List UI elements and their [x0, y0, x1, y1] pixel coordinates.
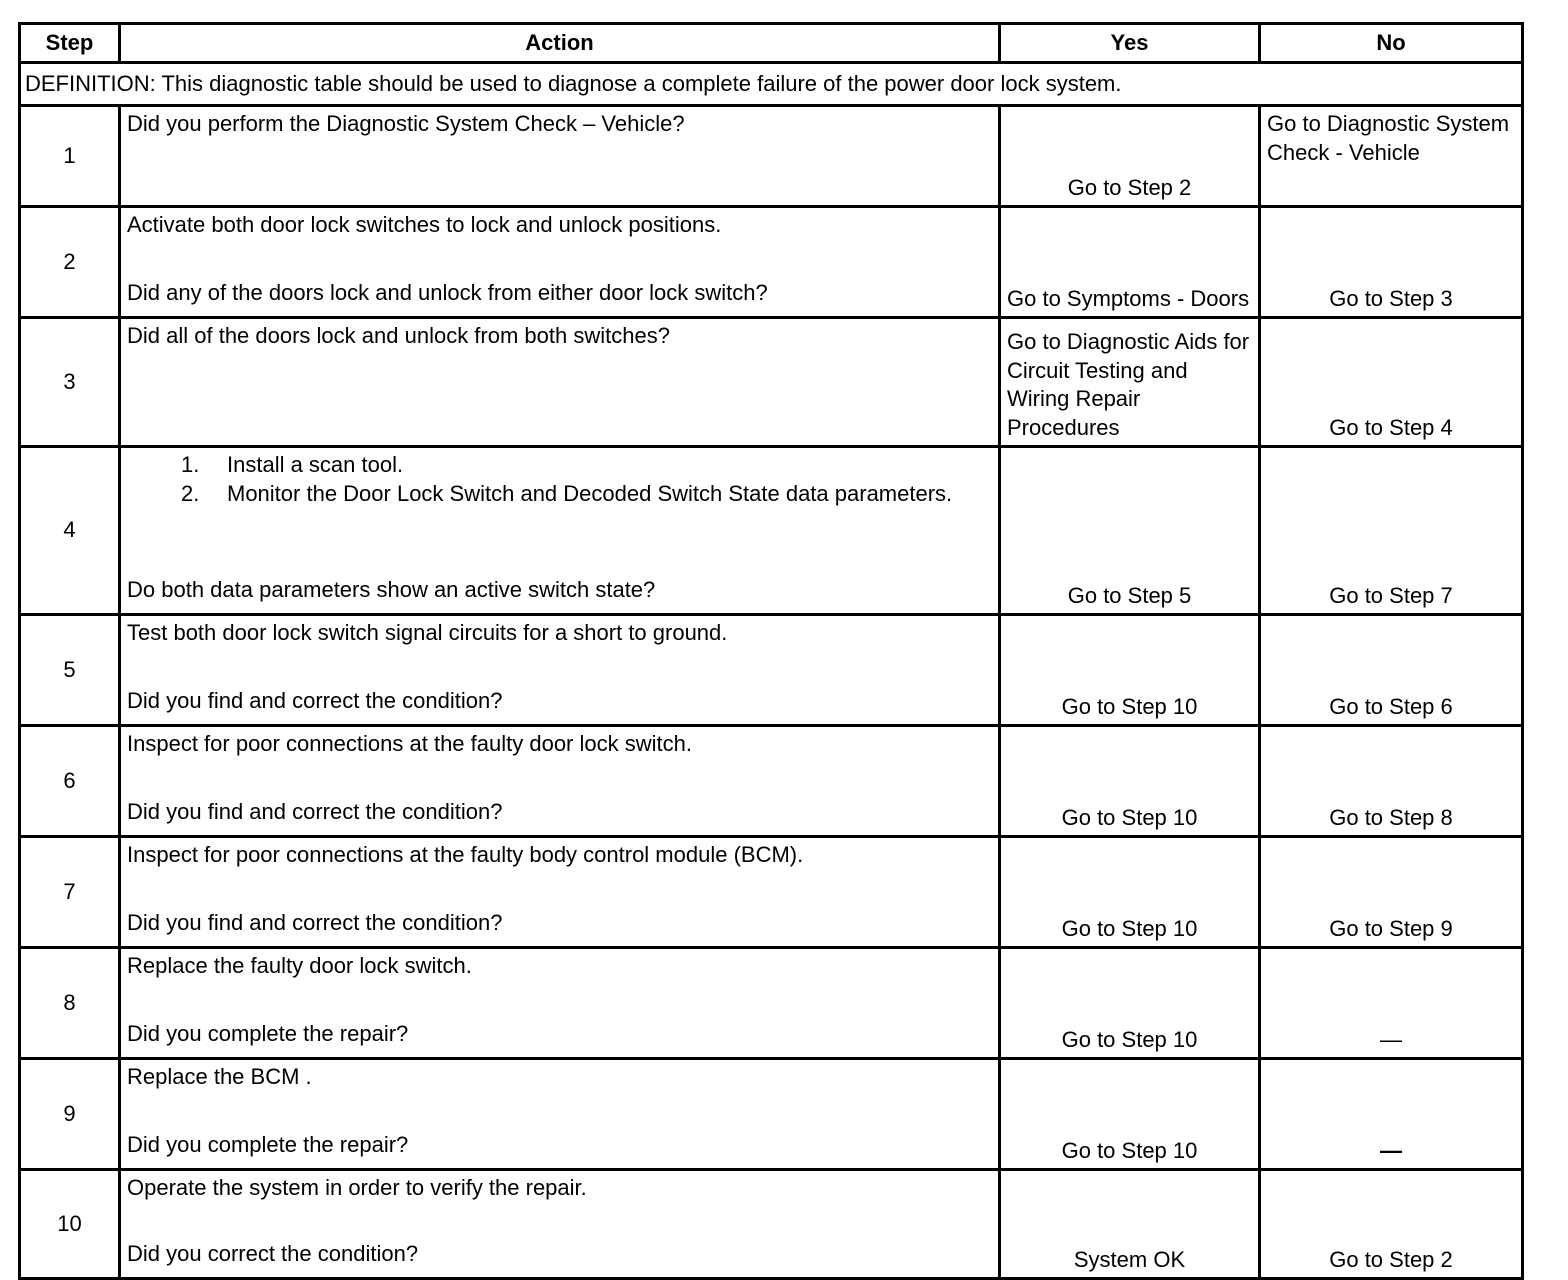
action-cell	[120, 615, 1000, 726]
list-item-number: 1.	[181, 452, 200, 477]
no-cell: —	[1260, 1059, 1523, 1170]
no-cell: —	[1260, 948, 1523, 1059]
action-instruction: Activate both door lock switches to lock and unlock positions.	[127, 212, 722, 237]
yes-cell: Go to Step 10	[1000, 837, 1260, 948]
definition-text: DEFINITION: This diagnostic table should be used to diagnose a complete failure of the power door lock system.	[20, 63, 1523, 106]
yes-cell: Go to Step 10	[1000, 726, 1260, 837]
table-row	[20, 318, 1523, 447]
yes-cell: Go to Diagnostic Aids for Circuit Testing and Wiring Repair Procedures	[1000, 318, 1260, 447]
action-instruction: Replace the faulty door lock switch.	[127, 953, 472, 978]
action-question: Did you find and correct the condition?	[127, 909, 503, 935]
action-cell	[120, 837, 1000, 948]
no-cell: Go to Step 7	[1260, 447, 1523, 615]
list-item-text: Monitor the Door Lock Switch and Decoded Switch State data parameters.	[227, 480, 953, 506]
no-cell: Go to Step 9	[1260, 837, 1523, 948]
action-cell	[120, 948, 1000, 1059]
action-instruction: Test both door lock switch signal circuits for a short to ground.	[127, 620, 728, 645]
header-row	[20, 24, 1523, 63]
yes-cell: Go to Step 2	[1000, 106, 1260, 207]
header-action: Action	[120, 24, 1000, 63]
action-cell	[120, 318, 1000, 447]
action-instruction: Did you perform the Diagnostic System Check – Vehicle?	[127, 111, 685, 136]
action-instruction: Inspect for poor connections at the faulty door lock switch.	[127, 731, 692, 756]
table-row	[20, 1170, 1523, 1279]
action-question: Do both data parameters show an active switch state?	[127, 576, 656, 602]
step-number: 1	[20, 106, 120, 207]
list-item	[181, 480, 992, 509]
action-question: Did you correct the condition?	[127, 1240, 419, 1266]
action-question: Did you find and correct the condition?	[127, 687, 503, 713]
action-cell	[120, 726, 1000, 837]
no-cell: Go to Diagnostic System Check - Vehicle	[1260, 106, 1523, 207]
step-number: 5	[20, 615, 120, 726]
step-number: 10	[20, 1170, 120, 1279]
no-cell: Go to Step 6	[1260, 615, 1523, 726]
step-number: 3	[20, 318, 120, 447]
action-instruction-list	[127, 451, 992, 508]
step-number: 9	[20, 1059, 120, 1170]
step-number: 2	[20, 207, 120, 318]
table-row	[20, 207, 1523, 318]
action-instruction: Replace the BCM .	[127, 1064, 312, 1089]
yes-cell: System OK	[1000, 1170, 1260, 1279]
action-question: Did all of the doors lock and unlock from both switches?	[127, 323, 670, 348]
diagnostic-table	[18, 22, 1524, 1280]
action-question: Did you complete the repair?	[127, 1020, 409, 1046]
action-question: Did any of the doors lock and unlock from either door lock switch?	[127, 279, 768, 305]
action-instruction: Operate the system in order to verify the repair.	[127, 1175, 587, 1200]
header-yes: Yes	[1000, 24, 1260, 63]
step-number: 4	[20, 447, 120, 615]
yes-cell: Go to Step 10	[1000, 1059, 1260, 1170]
action-instruction: Inspect for poor connections at the faulty body control module (BCM).	[127, 842, 804, 867]
yes-cell: Go to Step 5	[1000, 447, 1260, 615]
action-question: Did you complete the repair?	[127, 1131, 409, 1157]
action-cell	[120, 106, 1000, 207]
list-item-number: 2.	[181, 480, 200, 506]
list-item	[181, 451, 992, 480]
header-no: No	[1260, 24, 1523, 63]
yes-cell: Go to Step 10	[1000, 615, 1260, 726]
no-cell: Go to Step 2	[1260, 1170, 1523, 1279]
header-step: Step	[20, 24, 120, 63]
action-cell	[120, 1170, 1000, 1279]
definition-row	[20, 63, 1523, 106]
table-row	[20, 1059, 1523, 1170]
action-cell	[120, 207, 1000, 318]
step-number: 8	[20, 948, 120, 1059]
table-row	[20, 837, 1523, 948]
action-cell	[120, 1059, 1000, 1170]
table-row	[20, 948, 1523, 1059]
step-number: 7	[20, 837, 120, 948]
yes-cell: Go to Symptoms - Doors	[1000, 207, 1260, 318]
yes-cell: Go to Step 10	[1000, 948, 1260, 1059]
table-row	[20, 615, 1523, 726]
list-item-text: Install a scan tool.	[227, 452, 404, 477]
step-number: 6	[20, 726, 120, 837]
table-row	[20, 726, 1523, 837]
no-cell: Go to Step 8	[1260, 726, 1523, 837]
action-cell	[120, 447, 1000, 615]
no-cell: Go to Step 4	[1260, 318, 1523, 447]
action-question: Did you find and correct the condition?	[127, 798, 503, 824]
table-row	[20, 447, 1523, 615]
table-row	[20, 106, 1523, 207]
no-cell: Go to Step 3	[1260, 207, 1523, 318]
